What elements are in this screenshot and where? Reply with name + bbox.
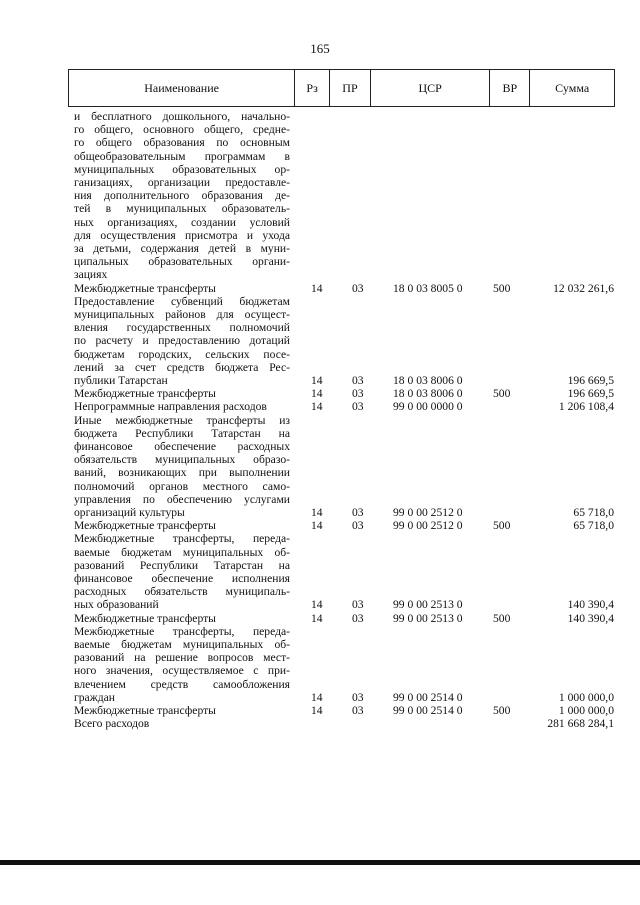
row-name-line: разований Республики Татарстан на <box>74 558 290 572</box>
row-name-line: муниципальных районов для осущест- <box>74 307 290 321</box>
row-name-line: влечением средств самообложения <box>74 677 290 691</box>
row-rz: 14 <box>311 690 323 704</box>
table-row <box>0 704 640 717</box>
row-vr: 500 <box>493 703 511 717</box>
row-sum: 196 669,5 <box>567 373 614 387</box>
row-name-line: бюджета Республики Татарстан на <box>74 426 290 440</box>
row-name-line: для осуществления присмотра и ухода <box>74 228 290 242</box>
row-name-line: муниципальных образовательных ор- <box>74 162 290 176</box>
header-sum: Сумма <box>555 80 590 95</box>
row-name-line: общеобразовательным программам в <box>74 149 290 163</box>
row-name-line: бюджетам городских, сельских посе- <box>74 347 290 361</box>
row-csr: 99 0 00 2512 0 <box>393 505 463 519</box>
row-sum: 1 000 000,0 <box>558 703 614 717</box>
row-name-line: ваемые бюджетам муниципальных об- <box>74 637 290 651</box>
row-sum: 196 669,5 <box>567 387 614 401</box>
table-row <box>0 400 640 413</box>
row-pr: 03 <box>352 519 364 533</box>
row-name-line: граждан <box>74 690 115 704</box>
row-name-line: го общего образования по основным <box>74 136 290 150</box>
table-row <box>0 717 640 730</box>
row-csr: 18 0 03 8006 0 <box>393 387 463 401</box>
row-rz: 14 <box>311 703 323 717</box>
row-name-line: Межбюджетные трансферты <box>74 281 216 295</box>
row-pr: 03 <box>352 387 364 401</box>
row-name-line: Межбюджетные трансферты <box>74 611 216 625</box>
row-name-line: и бесплатного дошкольного, начально- <box>74 110 290 123</box>
row-name <box>74 519 290 532</box>
row-name <box>74 282 290 295</box>
row-name-line: финансовое обеспечение исполнения <box>74 571 290 585</box>
table-body <box>0 110 640 730</box>
row-rz: 14 <box>311 519 323 533</box>
row-name-line: ципальных образовательных органи- <box>74 255 290 269</box>
row-name-line: ваний, возникающих при выполнении <box>74 466 290 480</box>
header-vr: ВР <box>490 70 530 106</box>
row-sum: 140 390,4 <box>567 611 614 625</box>
row-name <box>74 625 290 704</box>
table-row <box>0 282 640 295</box>
row-sum: 1 206 108,4 <box>558 400 614 414</box>
row-name <box>74 110 290 282</box>
row-vr: 500 <box>493 281 511 295</box>
row-pr: 03 <box>352 690 364 704</box>
row-sum: 12 032 261,6 <box>553 281 614 295</box>
table-header <box>68 69 615 107</box>
table-row <box>0 612 640 625</box>
row-name-line: за детьми, содержания детей в муни- <box>74 242 290 256</box>
row-pr: 03 <box>352 505 364 519</box>
row-name <box>74 387 290 400</box>
row-rz: 14 <box>311 373 323 387</box>
row-rz: 14 <box>311 281 323 295</box>
header-rz: Рз <box>295 70 330 106</box>
table-row <box>0 519 640 532</box>
row-csr: 99 0 00 2513 0 <box>393 611 463 625</box>
row-name-line: Межбюджетные трансферты, переда- <box>74 532 290 546</box>
row-name-line: зациях <box>74 268 108 282</box>
header-name: Наименование <box>69 70 295 106</box>
row-name-line: лений за счет средств бюджета Рес- <box>74 360 290 374</box>
row-sum: 281 668 284,1 <box>547 717 614 731</box>
row-name-line: ных образований <box>74 598 159 612</box>
row-rz: 14 <box>311 387 323 401</box>
row-name-line: ных организациях, создании условий <box>74 215 290 229</box>
row-rz: 14 <box>311 505 323 519</box>
row-name-line: Предоставление субвенций бюджетам <box>74 294 290 308</box>
row-name-line: финансовое обеспечение расходных <box>74 439 290 453</box>
table-row <box>0 532 640 611</box>
table-row <box>0 387 640 400</box>
row-vr: 500 <box>493 611 511 625</box>
row-sum: 65 718,0 <box>573 505 614 519</box>
table-row <box>0 295 640 387</box>
row-name-line: Межбюджетные трансферты, переда- <box>74 624 290 638</box>
table-row <box>0 625 640 704</box>
row-name-line: Непрограммные направления расходов <box>74 400 267 414</box>
row-name-line: по расчету и предоставлению дотаций <box>74 334 290 348</box>
row-name <box>74 612 290 625</box>
row-name <box>74 414 290 520</box>
row-rz: 14 <box>311 400 323 414</box>
row-sum: 140 390,4 <box>567 598 614 612</box>
row-sum: 65 718,0 <box>573 519 614 533</box>
row-name-line: ния дополнительного образования де- <box>74 189 290 203</box>
row-csr: 99 0 00 2512 0 <box>393 519 463 533</box>
row-pr: 03 <box>352 400 364 414</box>
row-name-line: ного значения, осуществляемое с при- <box>74 664 290 678</box>
row-name <box>74 704 290 717</box>
row-name-line: обязательств муниципальных образо- <box>74 453 290 467</box>
row-csr: 18 0 03 8006 0 <box>393 373 463 387</box>
row-name-line: ганизациях, организации предоставле- <box>74 176 290 190</box>
row-name-line: вления государственных полномочий <box>74 321 290 335</box>
row-name-line: публики Татарстан <box>74 374 168 387</box>
row-name <box>74 400 290 413</box>
row-name <box>74 717 290 730</box>
row-name-line: Всего расходов <box>74 717 150 731</box>
row-csr: 99 0 00 0000 0 <box>393 400 463 414</box>
row-pr: 03 <box>352 598 364 612</box>
row-name-line: расходных обязательств муниципаль- <box>74 585 290 599</box>
row-name-line: Межбюджетные трансферты <box>74 519 216 533</box>
row-pr: 03 <box>352 373 364 387</box>
row-vr: 500 <box>493 519 511 533</box>
row-name <box>74 295 290 387</box>
row-name-line: полномочий органов местного само- <box>74 479 290 493</box>
table-row <box>0 110 640 282</box>
row-name-line: управления по обеспечению услугами <box>74 492 290 506</box>
row-csr: 18 0 03 8005 0 <box>393 281 463 295</box>
row-rz: 14 <box>311 611 323 625</box>
row-csr: 99 0 00 2514 0 <box>393 690 463 704</box>
page-number: 165 <box>310 41 330 56</box>
row-csr: 99 0 00 2514 0 <box>393 703 463 717</box>
header-csr: ЦСР <box>371 70 491 106</box>
row-name-line: Иные межбюджетные трансферты из <box>74 413 290 427</box>
row-name-line: го общего, основного общего, средне- <box>74 123 290 137</box>
row-pr: 03 <box>352 703 364 717</box>
table-row <box>0 414 640 520</box>
row-name-line: Межбюджетные трансферты <box>74 703 216 717</box>
row-name-line: Межбюджетные трансферты <box>74 387 216 401</box>
row-sum: 1 000 000,0 <box>558 690 614 704</box>
row-name-line: организаций культуры <box>74 505 185 519</box>
row-vr: 500 <box>493 387 511 401</box>
row-name-line: тей в муниципальных образователь- <box>74 202 290 216</box>
row-name-line: ваемые бюджетам муниципальных об- <box>74 545 290 559</box>
row-rz: 14 <box>311 598 323 612</box>
row-csr: 99 0 00 2513 0 <box>393 598 463 612</box>
scan-edge <box>0 860 640 865</box>
header-pr: ПР <box>330 70 371 106</box>
row-name <box>74 532 290 611</box>
row-pr: 03 <box>352 281 364 295</box>
row-pr: 03 <box>352 611 364 625</box>
row-name-line: разований на решение вопросов мест- <box>74 651 290 665</box>
